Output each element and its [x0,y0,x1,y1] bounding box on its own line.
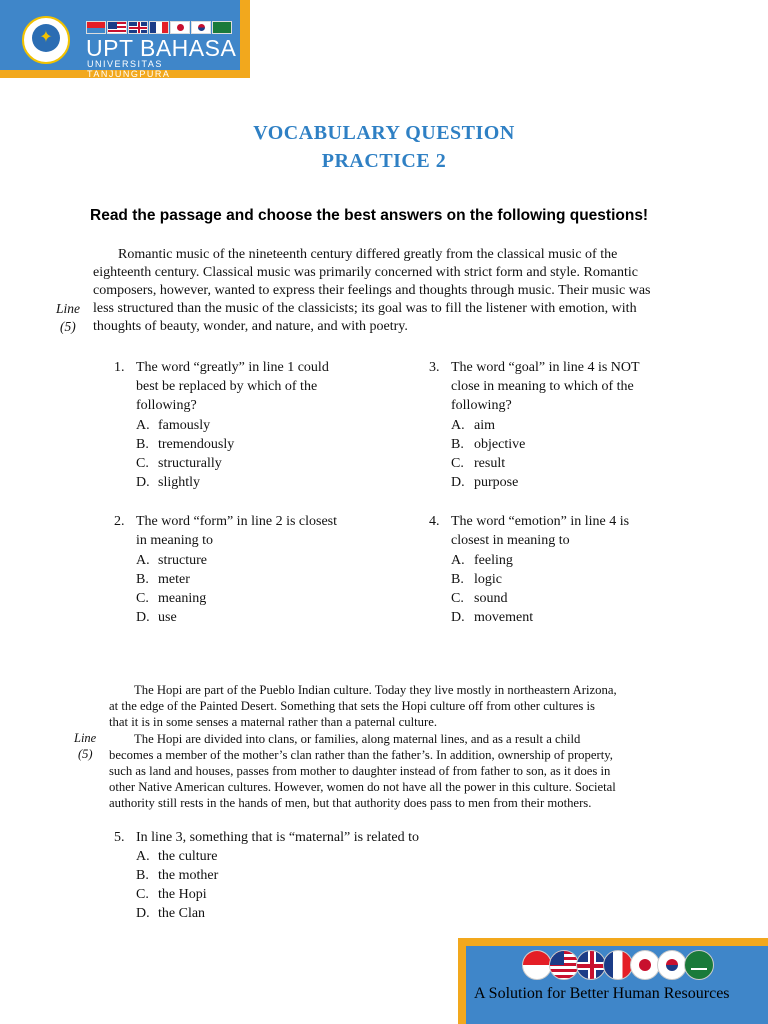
question-number: 5. [114,830,125,845]
option-text: objective [474,437,526,452]
option-letter: C. [136,456,149,471]
passage-line: that it is in some senses a maternal rather than a paternal culture. [109,715,437,729]
line-label: Line [56,301,81,316]
option-letter: B. [136,868,149,883]
option-text: logic [474,572,502,587]
question-stem: in meaning to [136,533,213,548]
option-letter: B. [451,437,464,452]
japan-flag-icon [630,950,660,980]
passage-line: composers, however, wanted to express their feelings and thoughts through music. Their music was [93,283,651,298]
uk-flag-icon [128,21,148,34]
option-text: feeling [474,553,513,568]
passage-line: The Hopi are divided into clans, or families, along maternal lines, and as a result a child [134,732,581,746]
header-flags [86,21,232,35]
option-letter: D. [136,906,150,921]
question-stem: closest in meaning to [451,533,570,548]
question-stem: following? [136,398,197,413]
option-text: structure [158,553,207,568]
page-title: VOCABULARY QUESTION [253,122,515,144]
line-number: (5) [60,319,76,334]
saudi-flag-icon [212,21,232,34]
option-text: sound [474,591,508,606]
brand-subtitle: UNIVERSITAS TANJUNGPURA [87,59,171,79]
indonesia-flag-icon [86,21,106,34]
question-stem: close in meaning to which of the [451,379,634,394]
option-text: purpose [474,475,519,490]
saudi-flag-icon [684,950,714,980]
option-letter: A. [451,418,465,433]
option-text: the Hopi [158,887,207,902]
option-text: result [474,456,506,471]
question-stem: The word “greatly” in line 1 could [136,360,329,375]
passage-line: authority still rests in the hands of men, but that authority does pass to men from their mothers. [109,796,592,810]
question-stem: The word “form” in line 2 is closest [136,514,338,529]
option-text: meaning [158,591,207,606]
option-letter: B. [136,572,149,587]
footer-slogan: A Solution for Better Human Resources [474,985,730,1002]
option-text: aim [474,418,495,433]
instruction-text: Read the passage and choose the best answers on the following questions! [90,207,649,224]
question-stem: In line 3, something that is “maternal” is related to [136,830,420,845]
passage-line: other Native American cultures. However, women do not have all the power in this culture. Societal [109,780,616,794]
france-flag-icon [149,21,169,34]
option-letter: C. [136,591,149,606]
option-text: the Clan [158,906,206,921]
passage-line: such as land and houses, passes from mother to daughter instead of from father to son, as it does in [109,764,611,778]
option-text: tremendously [158,437,235,452]
option-letter: A. [136,849,150,864]
header-banner [0,0,240,79]
question-stem: The word “goal” in line 4 is NOT [451,360,640,375]
option-text: use [158,610,177,625]
line-label: Line [74,731,97,745]
passage-line: at the edge of the Painted Desert. Something that sets the Hopi culture off from other cultures is [109,699,595,713]
passage-line: less structured than the music of the classicists; its goal was to fill the listener with emotion, with [93,301,637,316]
passage-line: thoughts of beauty, wonder, and nature, and with poetry. [93,319,408,334]
korea-flag-icon [657,950,687,980]
option-letter: D. [451,475,465,490]
option-letter: D. [451,610,465,625]
option-letter: A. [136,553,150,568]
passage-line: becomes a member of the mother’s clan rather than the father’s. In addition, ownership of property, [109,748,613,762]
page-subtitle: PRACTICE 2 [321,150,447,172]
korea-flag-icon [191,21,211,34]
option-text: slightly [158,475,201,490]
option-letter: A. [451,553,465,568]
uk-flag-icon [576,950,606,980]
option-letter: B. [451,572,464,587]
japan-flag-icon [170,21,190,34]
option-letter: A. [136,418,150,433]
passage-line: The Hopi are part of the Pueblo Indian culture. Today they live mostly in northeastern Arizona, [134,683,617,697]
footer-flags [522,950,711,982]
option-text: movement [474,610,534,625]
option-text: the mother [158,868,219,883]
question-stem: The word “emotion” in line 4 is [451,514,630,529]
option-letter: B. [136,437,149,452]
question-stem: following? [451,398,512,413]
indonesia-flag-icon [522,950,552,980]
passage-line: eighteenth century. Classical music was primarily concerned with strict form and style. Romantic [93,265,638,280]
option-text: the culture [158,849,218,864]
option-letter: D. [136,475,150,490]
option-letter: C. [136,887,149,902]
question-stem: best be replaced by which of the [136,379,318,394]
option-text: famously [158,418,211,433]
option-letter: C. [451,591,464,606]
usa-flag-icon [107,21,127,34]
option-text: meter [158,572,190,587]
brand-title: UPT BAHASA [86,35,237,61]
question-number: 4. [429,514,440,529]
option-text: structurally [158,456,222,471]
university-seal-icon: ✦ [22,16,70,64]
passage-line: Romantic music of the nineteenth century differed greatly from the classical music of the [118,247,618,262]
question-number: 2. [114,514,125,529]
usa-flag-icon [549,950,579,980]
option-letter: D. [136,610,150,625]
france-flag-icon [603,950,633,980]
question-number: 3. [429,360,440,375]
option-letter: C. [451,456,464,471]
line-number: (5) [78,747,93,761]
question-number: 1. [114,360,125,375]
